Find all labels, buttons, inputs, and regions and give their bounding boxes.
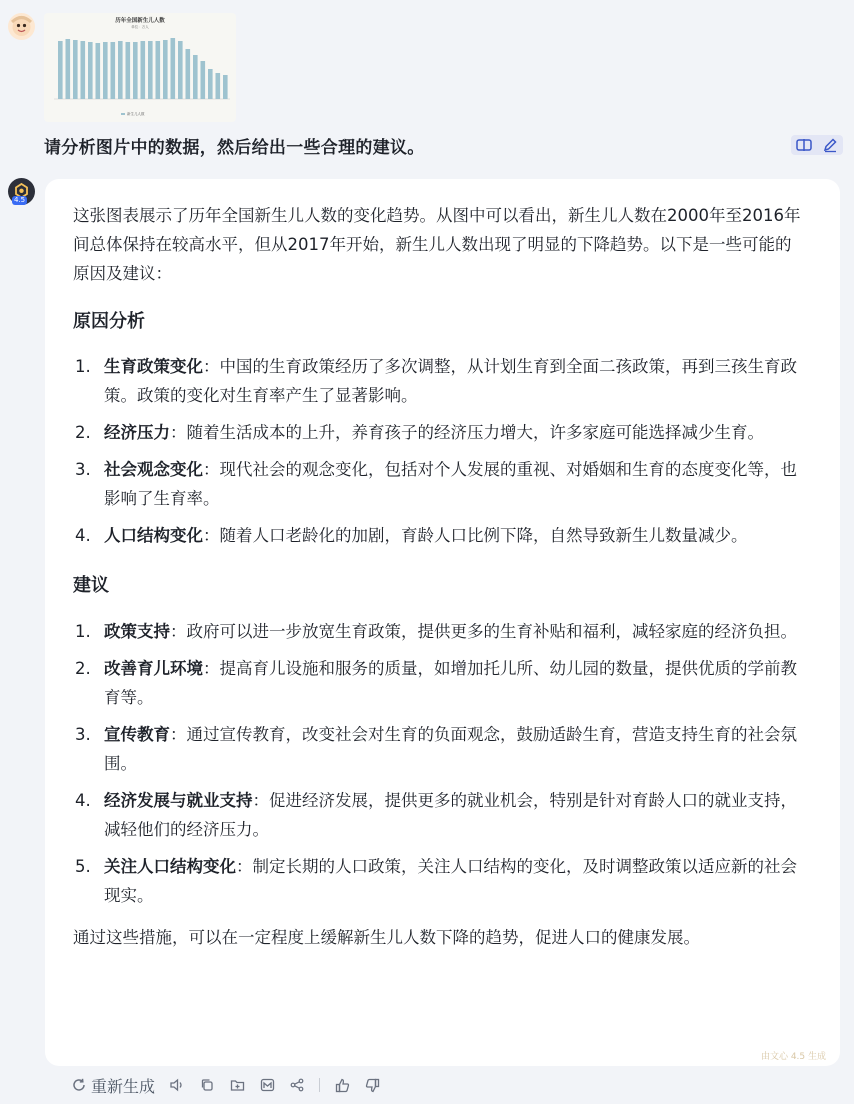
suggestion-item-number: 3. — [75, 725, 91, 744]
cause-item-text: ：现代社会的观念变化，包括对个人发展的重视、对婚姻和生育的态度变化等，也影响了生育率。 — [104, 460, 797, 508]
attached-chart-bars — [58, 38, 228, 99]
attached-chart-bar — [193, 55, 198, 99]
attached-chart-bar — [216, 73, 221, 99]
attached-chart-bar — [73, 40, 78, 99]
cause-item-title: 经济压力 — [104, 423, 170, 442]
regenerate-label: 重新生成 — [91, 1076, 156, 1096]
suggestion-item — [73, 720, 804, 778]
suggestion-item — [73, 617, 804, 646]
response-conclusion: 通过这些措施，可以在一定程度上缓解新生儿人数下降的趋势，促进人口的健康发展。 — [73, 928, 700, 947]
attached-chart-bar — [178, 41, 183, 99]
attached-chart-bar — [133, 42, 138, 99]
suggestion-item-title: 关注人口结构变化 — [104, 857, 236, 876]
attached-chart-bar — [156, 41, 161, 99]
section-title-causes: 原因分析 — [73, 311, 145, 332]
suggestion-item-number: 5. — [75, 857, 91, 876]
cause-item — [73, 352, 804, 410]
suggestion-item-text: ：制定长期的人口政策，关注人口结构的变化，及时调整政策以适应新的社会现实。 — [104, 857, 797, 905]
cause-item-text: ：中国的生育政策经历了多次调整，从计划生育到全面二孩政策，再到三孩生育政策。政策的变化对生育率产生了显著影响。 — [104, 357, 797, 405]
attached-chart-bar — [126, 42, 131, 99]
attached-chart-bar — [141, 41, 146, 99]
cause-item-title: 社会观念变化 — [104, 460, 203, 479]
attached-chart-bar — [103, 42, 108, 99]
cause-item — [73, 521, 804, 550]
suggestion-item — [73, 654, 804, 712]
regenerate-button[interactable] — [71, 1074, 155, 1097]
suggestion-item-title: 政策支持 — [104, 622, 170, 641]
thumbs-down-icon[interactable] — [364, 1077, 380, 1093]
suggestion-item-title: 经济发展与就业支持 — [104, 791, 253, 810]
suggestion-item-text: ：促进经济发展，提供更多的就业机会，特别是针对育龄人口的就业支持，减轻他们的经济压力。 — [104, 791, 797, 839]
cause-item-title: 生育政策变化 — [104, 357, 203, 376]
compare-icon[interactable] — [796, 137, 812, 153]
action-divider — [319, 1078, 320, 1092]
attached-chart-bar — [201, 61, 206, 99]
cause-item-title: 人口结构变化 — [104, 526, 203, 545]
refresh-icon — [71, 1077, 87, 1093]
attached-chart-bar — [88, 42, 93, 99]
cause-item — [73, 455, 804, 513]
cause-item-number: 3. — [75, 460, 91, 479]
section-title-suggestions: 建议 — [73, 575, 109, 596]
cause-item — [73, 418, 804, 447]
suggestion-item-title: 改善育儿环境 — [104, 659, 203, 678]
suggestion-item-text: ：通过宣传教育，改变社会对生育的负面观念，鼓励适龄生育，营造支持生育的社会氛围。 — [104, 725, 797, 773]
generated-by-watermark: 由文心 4.5 生成 — [760, 1052, 826, 1062]
suggestion-item-title: 宣传教育 — [104, 725, 170, 744]
suggestion-item — [73, 852, 804, 910]
attached-chart-bar — [81, 41, 86, 99]
message-tools — [791, 135, 843, 155]
mindmap-icon[interactable] — [259, 1077, 275, 1093]
response-intro: 这张图表展示了历年全国新生儿人数的变化趋势。从图中可以看出，新生儿人数在2000年至2016年间总体保持在较高水平，但从2017年开始，新生儿人数出现了明显的下降趋势。以下是一些可能的原因及建议： — [73, 206, 801, 283]
attached-chart-subtitle: 单位：万人 — [131, 25, 149, 29]
user-avatar — [8, 13, 35, 40]
attached-chart-bar — [148, 41, 153, 99]
attached-chart-bar — [171, 38, 176, 99]
cause-item-number: 1. — [75, 357, 91, 376]
suggestion-item-number: 1. — [75, 622, 91, 641]
share-file-icon[interactable] — [229, 1077, 245, 1093]
speaker-icon[interactable] — [169, 1077, 185, 1093]
thumbs-up-icon[interactable] — [334, 1077, 350, 1093]
suggestion-item-number: 2. — [75, 659, 91, 678]
assistant-response-card — [45, 179, 840, 1066]
attached-chart-bar — [111, 42, 116, 99]
edit-icon[interactable] — [822, 137, 838, 153]
attached-chart-bar — [66, 39, 71, 99]
cause-item-text: ：随着人口老龄化的加剧，育龄人口比例下降，自然导致新生儿数量减少。 — [203, 526, 748, 545]
attached-chart-title: 历年全国新生儿人数 — [115, 18, 165, 24]
attached-chart-bar — [118, 41, 123, 99]
suggestion-item-text: ：提高育儿设施和服务的质量，如增加托儿所、幼儿园的数量，提供优质的学前教育等。 — [104, 659, 797, 707]
response-action-bar — [71, 1075, 380, 1095]
attached-chart-bar — [96, 43, 101, 99]
cause-item-text: ：随着生活成本的上升，养育孩子的经济压力增大，许多家庭可能选择减少生育。 — [170, 423, 764, 442]
suggestion-item-text: ：政府可以进一步放宽生育政策，提供更多的生育补贴和福利，减轻家庭的经济负担。 — [170, 622, 797, 641]
cause-item-number: 4. — [75, 526, 91, 545]
attached-chart-bar — [163, 40, 168, 99]
cause-item-number: 2. — [75, 423, 91, 442]
model-version-badge: 4.5 — [14, 196, 26, 204]
suggestion-item — [73, 786, 804, 844]
causes-list — [73, 352, 804, 550]
attached-chart-bar — [223, 75, 228, 99]
attached-chart-image[interactable] — [44, 13, 236, 122]
attached-chart-bar — [186, 49, 191, 99]
attached-chart-bar — [58, 41, 63, 99]
share-icon[interactable] — [289, 1077, 305, 1093]
copy-icon[interactable] — [199, 1077, 215, 1093]
attached-chart-legend: 新生儿人数 — [127, 112, 145, 116]
suggestion-item-number: 4. — [75, 791, 91, 810]
user-message: 请分析图片中的数据，然后给出一些合理的建议。 — [44, 138, 425, 158]
suggestions-list — [73, 617, 804, 910]
attached-chart-bar — [208, 69, 213, 99]
